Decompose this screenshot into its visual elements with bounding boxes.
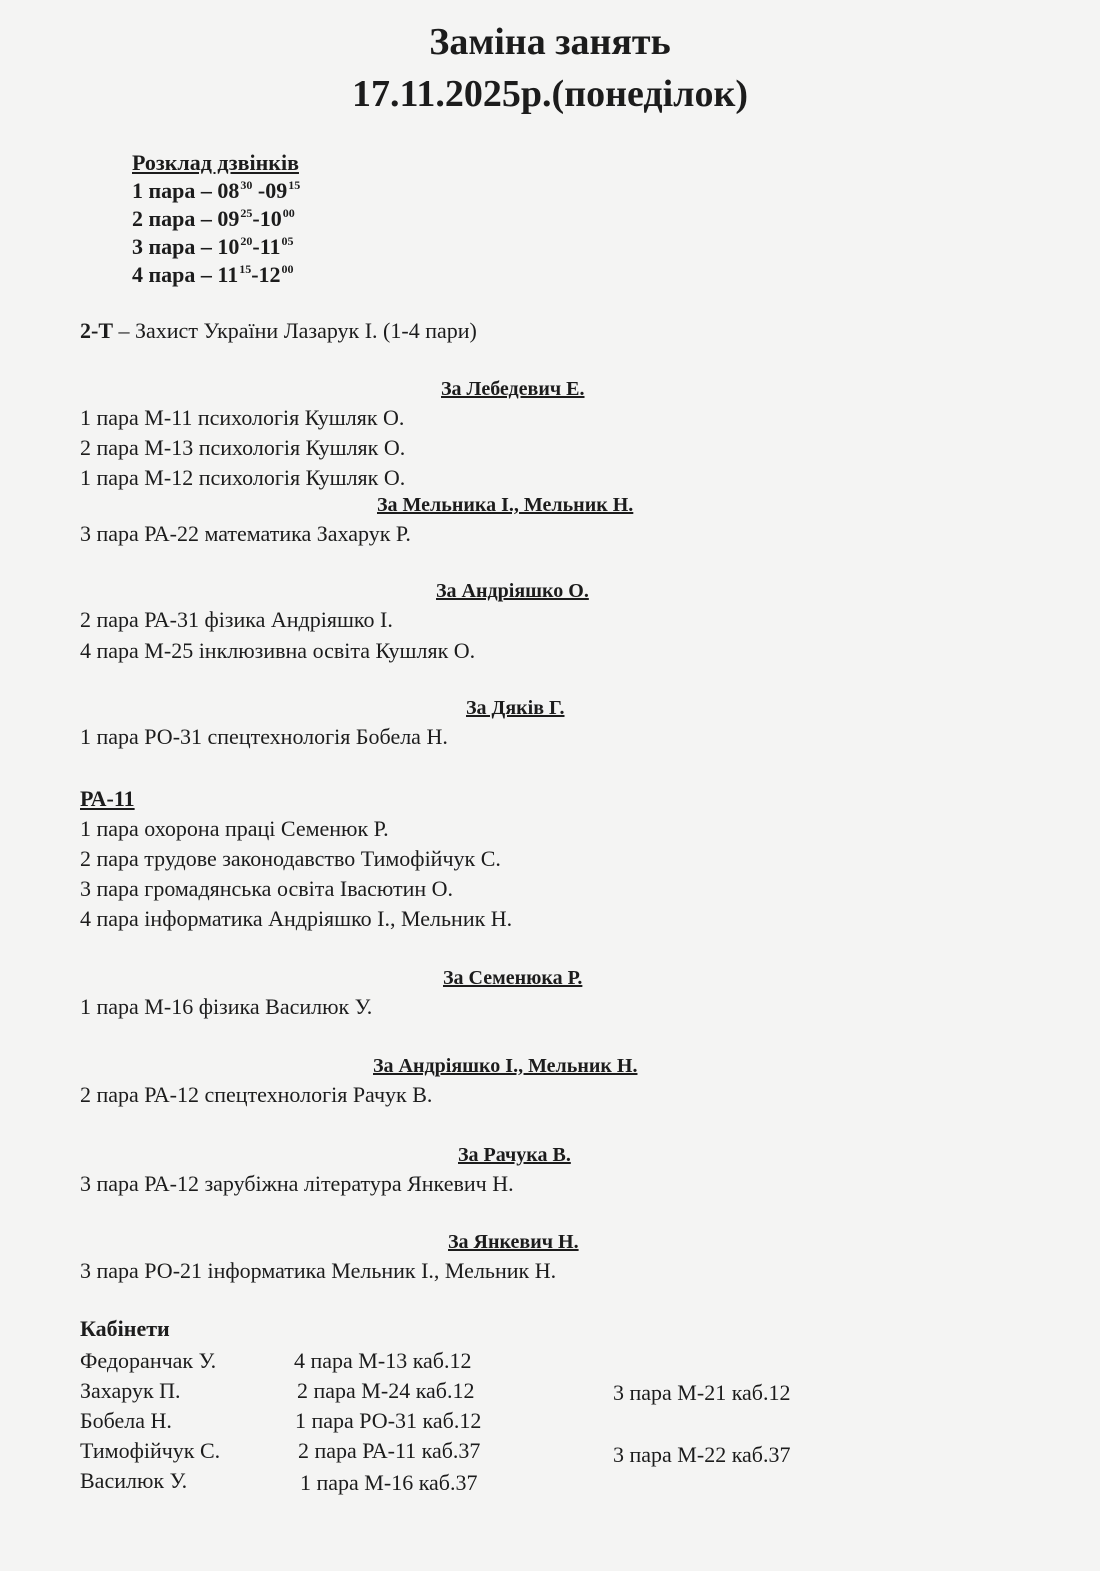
list-item: 4 пара М-25 інклюзивна освіта Кушляк О. xyxy=(80,638,476,663)
bell-item: 2 пара – $09^{25}-10^{00}$ xyxy=(132,206,295,231)
list-item: 1 пара М-12 психологія Кушляк О. xyxy=(80,465,406,490)
cabinet-assignment: 2 пара РА-11 каб.37 xyxy=(298,1438,481,1463)
cabinet-teacher: Федоранчак У. xyxy=(80,1348,217,1373)
list-item: 1 пара М-16 фізика Василюк У. xyxy=(80,994,373,1019)
cabinet-assignment: 1 пара М-16 каб.37 xyxy=(300,1470,478,1495)
list-item: 3 пара РО-21 інформатика Мельник І., Мельник Н. xyxy=(80,1258,557,1283)
cabinet-teacher: Захарук П. xyxy=(80,1378,181,1403)
bell-item: 1 пара – $08^{30}$ $-09^{15}$ xyxy=(132,178,301,203)
cabinet-assignment: 3 пара М-21 каб.12 xyxy=(613,1380,791,1405)
list-item: 3 пара громадянська освіта Івасютин О. xyxy=(80,876,454,901)
cabinet-teacher: Бобела Н. xyxy=(80,1408,172,1433)
cabinet-assignment: 4 пара М-13 каб.12 xyxy=(294,1348,472,1373)
cabinets-heading: Кабінети xyxy=(80,1316,170,1341)
cabinet-teacher: Тимофійчук С. xyxy=(80,1438,221,1463)
list-item: 2 пара трудове законодавство Тимофійчук С. xyxy=(80,846,501,871)
page-title: Заміна занять xyxy=(429,21,671,63)
bell-item: 3 пара – $10^{20}-11^{05}$ xyxy=(132,234,294,259)
list-item: 4 пара інформатика Андріяшко І., Мельник Н. xyxy=(80,906,513,931)
section-heading: За Дяків Г. xyxy=(466,697,565,719)
group-note: 2-Т – Захист України Лазарук І. (1-4 пари) xyxy=(80,318,477,343)
section-heading: За Рачука В. xyxy=(458,1144,571,1166)
section-heading: За Янкевич Н. xyxy=(448,1231,579,1253)
list-item: 2 пара РА-12 спецтехнологія Рачук В. xyxy=(80,1082,433,1107)
list-item: 2 пара РА-31 фізика Андріяшко І. xyxy=(80,607,393,632)
section-heading: За Андріяшко І., Мельник Н. xyxy=(373,1055,638,1077)
list-item: 1 пара РО-31 спецтехнологія Бобела Н. xyxy=(80,724,448,749)
page-date: 17.11.2025р.(понеділок) xyxy=(352,73,748,115)
list-item: 2 пара М-13 психологія Кушляк О. xyxy=(80,435,406,460)
list-item: 1 пара охорона праці Семенюк Р. xyxy=(80,816,389,841)
cabinet-teacher: Василюк У. xyxy=(80,1468,188,1493)
cabinet-assignment: 3 пара М-22 каб.37 xyxy=(613,1442,791,1467)
section-heading: За Семенюка Р. xyxy=(443,967,583,989)
list-item: 3 пара РА-22 математика Захарук Р. xyxy=(80,521,411,546)
cabinet-assignment: 2 пара М-24 каб.12 xyxy=(297,1378,475,1403)
section-heading: За Андріяшко О. xyxy=(436,580,589,602)
bell-schedule-heading: Розклад дзвінків xyxy=(132,150,299,175)
bell-item: 4 пара – $11^{15}-12^{00}$ xyxy=(132,262,294,287)
list-item: 1 пара М-11 психологія Кушляк О. xyxy=(80,405,405,430)
section-heading-group: РА-11 xyxy=(80,786,135,811)
section-heading: За Мельника І., Мельник Н. xyxy=(377,494,634,516)
list-item: 3 пара РА-12 зарубіжна література Янкевич Н. xyxy=(80,1171,514,1196)
cabinet-assignment: 1 пара РО-31 каб.12 xyxy=(295,1408,482,1433)
section-heading: За Лебедевич Е. xyxy=(441,378,585,400)
